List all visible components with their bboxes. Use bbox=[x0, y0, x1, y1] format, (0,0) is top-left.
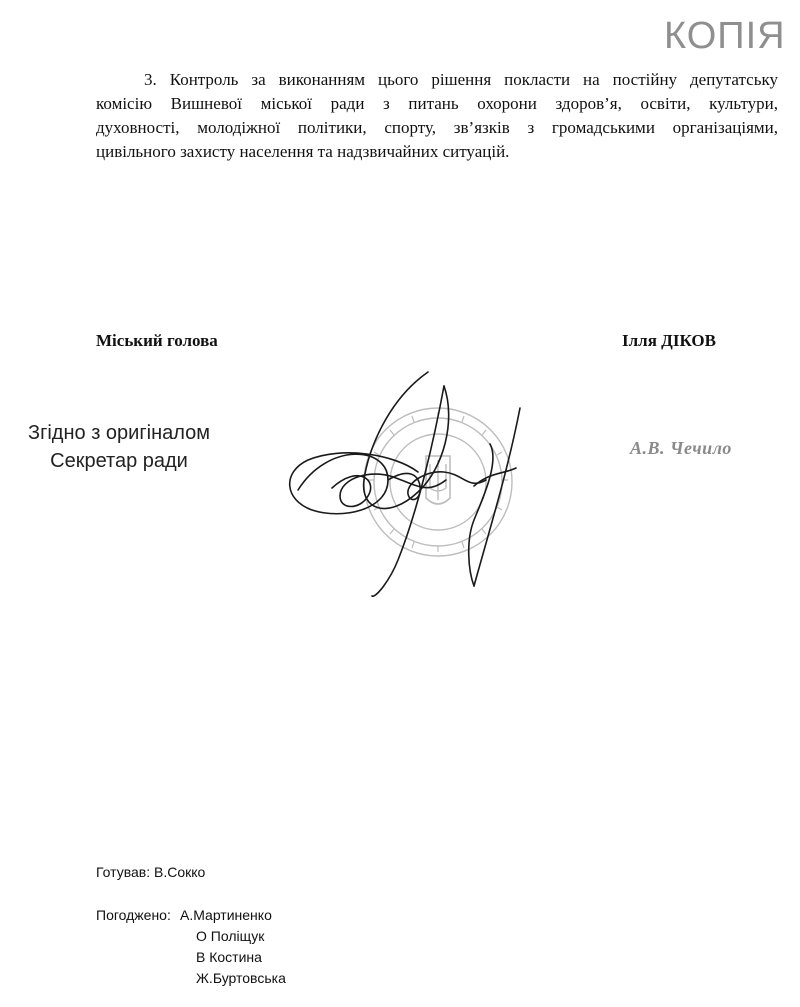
seal-and-signature bbox=[268, 360, 528, 610]
paragraph-line: духовності, молодіжної політики, спорту, зв’язків з громадськими організаціями, bbox=[96, 118, 778, 137]
paragraph-line: 3. Контроль за виконанням цього рішення покласти на постійну депутатську bbox=[144, 70, 778, 89]
certification-stamp bbox=[14, 419, 224, 475]
certification-role: Секретар ради bbox=[50, 450, 188, 472]
approved-label: Погоджено: bbox=[96, 907, 171, 923]
approved-by bbox=[96, 905, 286, 986]
approver-name: А.Мартиненко bbox=[180, 907, 272, 923]
approver-name: В Костина bbox=[196, 949, 262, 965]
copy-stamp: КОПІЯ bbox=[664, 15, 786, 57]
signatory-role: Міський голова bbox=[96, 331, 218, 350]
decision-paragraph bbox=[96, 68, 778, 164]
signatory-name: Ілля ДІКОВ bbox=[622, 331, 716, 350]
paragraph-line: цивільного захисту населення та надзвичайних ситуацій. bbox=[96, 142, 510, 161]
approver-name: О Поліщук bbox=[196, 928, 265, 944]
paragraph-line: комісію Вишневої міської ради з питань охорони здоров’я, освіти, культури, bbox=[96, 94, 778, 113]
approver-name: Ж.Буртовська bbox=[196, 970, 286, 986]
seal-icon bbox=[364, 408, 512, 556]
secretary-name-stamp: А.В. Чечило bbox=[630, 438, 732, 458]
approvers-list bbox=[180, 907, 396, 989]
prepared-by: Готував: В.Сокко bbox=[96, 864, 206, 880]
certification-line: Згідно з оригіналом bbox=[27, 422, 211, 444]
